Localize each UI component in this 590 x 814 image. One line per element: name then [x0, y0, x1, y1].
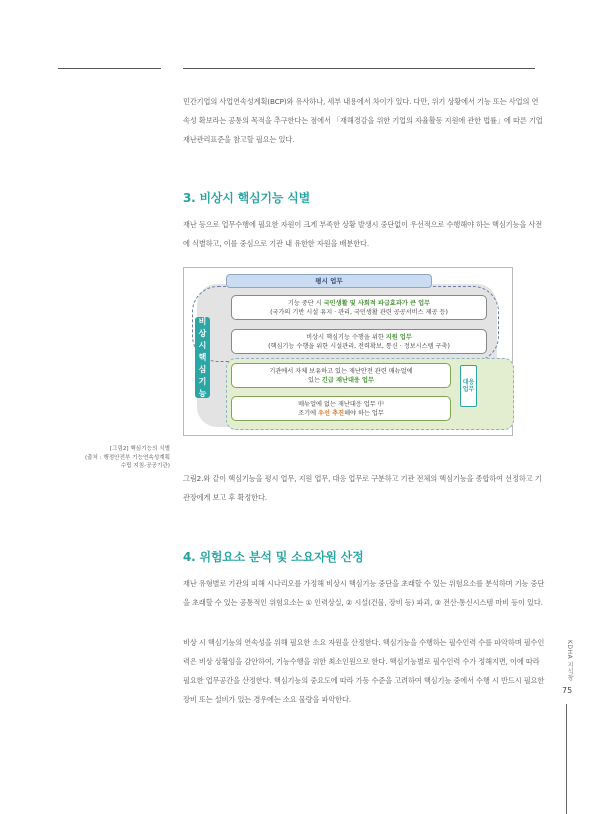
- section-4-para-2: 비상 시 핵심기능의 연속성을 위해 필요한 소요 자원을 산정한다. 핵심기능을 수행하는 필수인력 수를 파악하며 필수인력은 비상 상황임을 감안하여, 기능수행을 위한 최소인원으로 한다. 핵심기능별로 필수인력 수가 정해지면, 이에 따라 필요한 업무공간을 산정한다. 핵심기능의 중요도에 따라 가동 수준을 고려하여 핵심기능 중에서 수행 시 반드시 필요한 장비 또는 설비가 있는 경우에는 소요 물량을 파악한다.: [183, 638, 545, 704]
- top-rule-right: [183, 68, 535, 69]
- box1-text: 기능 중단 시: [287, 299, 324, 307]
- box2-highlight: 지원 업무: [385, 333, 412, 341]
- resp-label-line: 업무: [462, 386, 475, 393]
- side-rule: [566, 704, 567, 814]
- vlabel-char: 기: [198, 376, 207, 386]
- box-support-work: [231, 329, 487, 354]
- section-4-title: 4. 위험요소 분석 및 소요자원 산정: [183, 550, 364, 564]
- normal-work-header: 평시 업무: [226, 274, 432, 288]
- box3-highlight: 긴급 재난대응 업무: [321, 376, 375, 384]
- section-4-para-1: 재난 유형별로 기관의 피해 시나리오를 가정해 비상시 핵심기능 중단을 초래할 수 있는 위험요소를 분석하며 기능 중단을 초래할 수 있는 공통적인 위험요소는 ① 인력상실, ② 시설(건물, 장비 등) 파괴, ③ 전산·통신시스템 마비 등이 있다.: [183, 579, 545, 607]
- box3-text: 기관에서 자체 보유하고 있는 재난안전 관련 매뉴얼에: [269, 367, 413, 375]
- vlabel-char: 능: [198, 388, 207, 398]
- top-rule-left: [58, 68, 161, 69]
- response-work-label: [460, 365, 477, 407]
- caption-source: (출처 : 행정안전부 기능연속성계획: [84, 454, 170, 461]
- box1-subtext: (국가의 기반 시설 유지 · 관리, 국민생활 관련 공공서비스 제공 등): [270, 308, 448, 316]
- vlabel-char: 시: [198, 340, 207, 350]
- box3-text2: 있는: [307, 376, 322, 384]
- intro-paragraph: 민간기업의 사업연속성계획(BCP)와 유사하나, 세부 내용에서 차이가 있다. 다만, 위기 상황에서 기능 또는 사업의 연속성 확보라는 공통의 목적을 추구한다는 점에서 「재해경감을 위한 기업의 자율활동 지원에 관한 법률」에 따른 기업재난관리표준을 참고할 필요는 있다.: [183, 97, 543, 144]
- box4-text3: 해야 하는 업무: [344, 409, 384, 417]
- box-critical-work: [231, 295, 487, 320]
- caption-source-cont: 수립 지침-공공기관): [120, 463, 170, 469]
- page-number: 75: [562, 686, 573, 695]
- box-emergency-response: [231, 363, 451, 388]
- vlabel-char: 심: [198, 364, 207, 374]
- side-running-title: KDHA 지식창: [566, 640, 573, 682]
- box-priority-response: [231, 396, 451, 421]
- box4-highlight: 우선 추진: [318, 409, 345, 417]
- vlabel-char: 비: [198, 316, 207, 326]
- vlabel-char: 상: [198, 328, 207, 338]
- figure-caption: [40, 445, 170, 471]
- section-3-title: 3. 비상시 핵심기능 식별: [183, 191, 310, 205]
- box4-text2: 조기에: [298, 409, 319, 417]
- after-figure-paragraph: 그림2.와 같이 핵심기능을 평시 업무, 지원 업무, 대응 업무로 구분하고 기관 전체의 핵심기능을 종합하여 선정하고 기관장에게 보고 후 확정한다.: [183, 474, 542, 502]
- box4-text: 매뉴얼에 없는 재난대응 업무 中: [298, 400, 384, 408]
- core-function-figure: [183, 267, 513, 436]
- box2-subtext: (핵심기능 수행을 위한 시설관리, 전력확보, 통신 · 정보시스템 구축): [268, 342, 450, 350]
- resp-label-line: 대응: [462, 378, 475, 386]
- vlabel-char: 핵: [198, 352, 207, 362]
- emergency-core-function-label: [195, 317, 210, 398]
- caption-title: [그림2] 핵심기능의 식별: [109, 446, 170, 452]
- section-3-body: 재난 등으로 업무수행에 필요한 자원이 크게 부족한 상황 발생시 중단없이 우선적으로 수행해야 하는 핵심기능을 사전에 식별하고, 이를 중심으로 기관 내 유한한 자원을 배분한다.: [183, 220, 543, 248]
- box2-text: 비상시 핵심기능 수행을 위한: [306, 333, 386, 341]
- box1-highlight: 국민생활 및 사회적 파급효과가 큰 업무: [323, 299, 431, 307]
